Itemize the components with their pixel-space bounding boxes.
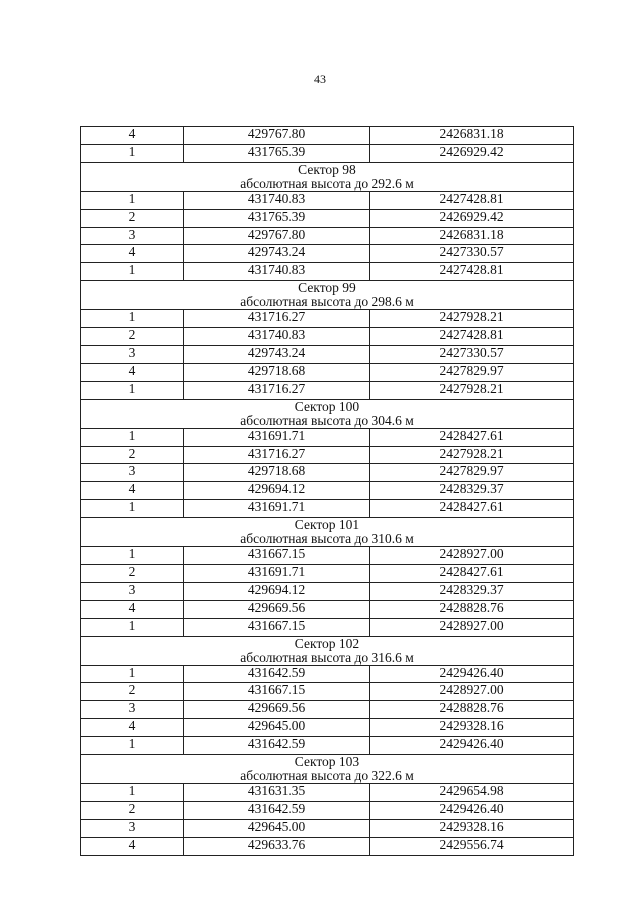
y-coordinate: 2427428.81 (370, 263, 574, 281)
x-coordinate: 431691.71 (184, 500, 370, 518)
point-number: 4 (81, 719, 184, 737)
x-coordinate: 429743.24 (184, 245, 370, 263)
y-coordinate: 2427928.21 (370, 310, 574, 328)
sector-header-row (81, 518, 574, 547)
coordinates-table-body (81, 127, 574, 856)
point-number: 2 (81, 565, 184, 583)
y-coordinate: 2429426.40 (370, 801, 574, 819)
table-row (81, 801, 574, 819)
x-coordinate: 429767.80 (184, 127, 370, 145)
coordinates-table (80, 126, 574, 856)
table-row (81, 547, 574, 565)
x-coordinate: 431765.39 (184, 209, 370, 227)
x-coordinate: 431716.27 (184, 310, 370, 328)
point-number: 3 (81, 701, 184, 719)
sector-header (81, 755, 574, 784)
y-coordinate: 2427829.97 (370, 464, 574, 482)
y-coordinate: 2427829.97 (370, 363, 574, 381)
point-number: 4 (81, 245, 184, 263)
sector-altitude: абсолютная высота до 304.6 м (240, 412, 414, 428)
sector-altitude: абсолютная высота до 310.6 м (240, 531, 414, 547)
point-number: 4 (81, 127, 184, 145)
page-number: 43 (314, 72, 326, 86)
point-number: 3 (81, 227, 184, 245)
sector-title: Сектор 103 (294, 754, 360, 770)
point-number: 2 (81, 683, 184, 701)
x-coordinate: 431740.83 (184, 263, 370, 281)
table-row (81, 701, 574, 719)
table-row (81, 263, 574, 281)
table-row (81, 363, 574, 381)
x-coordinate: 429645.00 (184, 719, 370, 737)
y-coordinate: 2426831.18 (370, 127, 574, 145)
x-coordinate: 431740.83 (184, 191, 370, 209)
point-number: 1 (81, 310, 184, 328)
sector-header (81, 399, 574, 428)
sector-header-row (81, 636, 574, 665)
sector-altitude: абсолютная высота до 322.6 м (240, 768, 414, 784)
y-coordinate: 2429426.40 (370, 665, 574, 683)
x-coordinate: 431667.15 (184, 618, 370, 636)
point-number: 1 (81, 784, 184, 802)
point-number: 4 (81, 363, 184, 381)
x-coordinate: 431642.59 (184, 801, 370, 819)
point-number: 1 (81, 547, 184, 565)
y-coordinate: 2427330.57 (370, 245, 574, 263)
sector-title: Сектор 98 (298, 161, 356, 177)
y-coordinate: 2429328.16 (370, 819, 574, 837)
x-coordinate: 431667.15 (184, 547, 370, 565)
x-coordinate: 431691.71 (184, 565, 370, 583)
x-coordinate: 429718.68 (184, 363, 370, 381)
y-coordinate: 2427928.21 (370, 446, 574, 464)
table-row (81, 310, 574, 328)
sector-header-row (81, 755, 574, 784)
point-number: 1 (81, 191, 184, 209)
y-coordinate: 2428927.00 (370, 683, 574, 701)
x-coordinate: 431642.59 (184, 665, 370, 683)
y-coordinate: 2426929.42 (370, 144, 574, 162)
table-row (81, 209, 574, 227)
table-row (81, 565, 574, 583)
y-coordinate: 2429426.40 (370, 737, 574, 755)
y-coordinate: 2429556.74 (370, 837, 574, 855)
sector-altitude: абсолютная высота до 292.6 м (240, 175, 414, 191)
x-coordinate: 429669.56 (184, 701, 370, 719)
x-coordinate: 431716.27 (184, 381, 370, 399)
y-coordinate: 2427428.81 (370, 328, 574, 346)
y-coordinate: 2428927.00 (370, 547, 574, 565)
sector-header (81, 636, 574, 665)
point-number: 2 (81, 209, 184, 227)
sector-header-row (81, 399, 574, 428)
table-row (81, 582, 574, 600)
y-coordinate: 2428427.61 (370, 500, 574, 518)
point-number: 2 (81, 328, 184, 346)
table-row (81, 665, 574, 683)
table-row (81, 446, 574, 464)
y-coordinate: 2428427.61 (370, 565, 574, 583)
point-number: 1 (81, 144, 184, 162)
sector-header (81, 281, 574, 310)
y-coordinate: 2427330.57 (370, 346, 574, 364)
point-number: 1 (81, 428, 184, 446)
x-coordinate: 431691.71 (184, 428, 370, 446)
table-row (81, 819, 574, 837)
x-coordinate: 429767.80 (184, 227, 370, 245)
sector-header (81, 518, 574, 547)
sector-header (81, 162, 574, 191)
sector-title: Сектор 102 (294, 635, 360, 651)
y-coordinate: 2429328.16 (370, 719, 574, 737)
point-number: 1 (81, 665, 184, 683)
point-number: 3 (81, 346, 184, 364)
y-coordinate: 2428828.76 (370, 600, 574, 618)
sector-altitude: абсолютная высота до 316.6 м (240, 649, 414, 665)
y-coordinate: 2427428.81 (370, 191, 574, 209)
x-coordinate: 431631.35 (184, 784, 370, 802)
table-row (81, 737, 574, 755)
table-row (81, 328, 574, 346)
x-coordinate: 429743.24 (184, 346, 370, 364)
y-coordinate: 2426929.42 (370, 209, 574, 227)
point-number: 1 (81, 737, 184, 755)
point-number: 1 (81, 618, 184, 636)
table-row (81, 683, 574, 701)
point-number: 1 (81, 263, 184, 281)
y-coordinate: 2428828.76 (370, 701, 574, 719)
table-row (81, 719, 574, 737)
y-coordinate: 2427928.21 (370, 381, 574, 399)
sector-title: Сектор 99 (298, 280, 356, 296)
sector-title: Сектор 100 (294, 398, 360, 414)
x-coordinate: 429718.68 (184, 464, 370, 482)
table-row (81, 191, 574, 209)
table-row (81, 600, 574, 618)
sector-altitude: абсолютная высота до 298.6 м (240, 294, 414, 310)
x-coordinate: 431716.27 (184, 446, 370, 464)
x-coordinate: 429669.56 (184, 600, 370, 618)
point-number: 3 (81, 819, 184, 837)
y-coordinate: 2428427.61 (370, 428, 574, 446)
table-row (81, 144, 574, 162)
point-number: 4 (81, 600, 184, 618)
point-number: 1 (81, 381, 184, 399)
table-row (81, 837, 574, 855)
x-coordinate: 431765.39 (184, 144, 370, 162)
x-coordinate: 431642.59 (184, 737, 370, 755)
table-row (81, 245, 574, 263)
table-row (81, 428, 574, 446)
x-coordinate: 429633.76 (184, 837, 370, 855)
point-number: 1 (81, 500, 184, 518)
sector-header-row (81, 162, 574, 191)
point-number: 3 (81, 464, 184, 482)
point-number: 4 (81, 837, 184, 855)
y-coordinate: 2429654.98 (370, 784, 574, 802)
table-row (81, 227, 574, 245)
x-coordinate: 429645.00 (184, 819, 370, 837)
table-row (81, 784, 574, 802)
sector-header-row (81, 281, 574, 310)
table-row (81, 381, 574, 399)
y-coordinate: 2426831.18 (370, 227, 574, 245)
table-row (81, 618, 574, 636)
y-coordinate: 2428927.00 (370, 618, 574, 636)
table-row (81, 464, 574, 482)
point-number: 2 (81, 801, 184, 819)
y-coordinate: 2428329.37 (370, 582, 574, 600)
table-row (81, 500, 574, 518)
x-coordinate: 431667.15 (184, 683, 370, 701)
point-number: 4 (81, 482, 184, 500)
point-number: 2 (81, 446, 184, 464)
table-row (81, 346, 574, 364)
table-row (81, 482, 574, 500)
x-coordinate: 429694.12 (184, 482, 370, 500)
point-number: 3 (81, 582, 184, 600)
sector-title: Сектор 101 (294, 517, 360, 533)
table-row (81, 127, 574, 145)
x-coordinate: 429694.12 (184, 582, 370, 600)
x-coordinate: 431740.83 (184, 328, 370, 346)
y-coordinate: 2428329.37 (370, 482, 574, 500)
